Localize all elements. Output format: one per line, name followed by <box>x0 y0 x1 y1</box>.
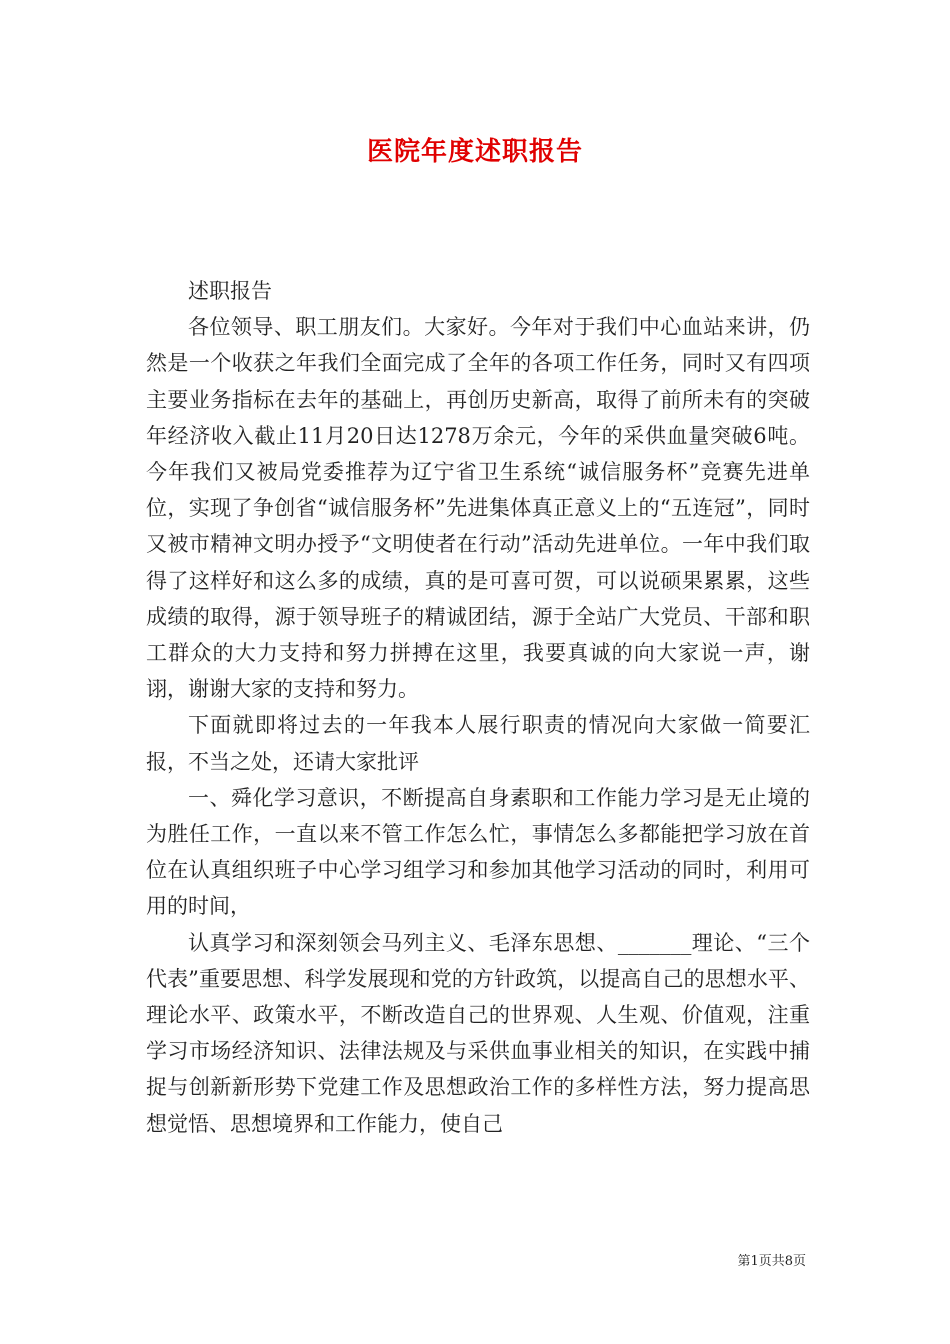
paragraph: 各位领导、职工朋友们。大家好。今年对于我们中心血站来讲，仍然是一个收获之年我们全面完成了全年的各项工作任务，同时又有四项主要业务指标在去年的基础上，再创历史新高，取得了前所未有的突破年经济收入截止11月20日达1278万余元，今年的采供血量突破6吨。今年我们又被局党委推荐为辽宁省卫生系统“诚信服务杯”竞赛先进单位，实现了争创省“诚信服务杯”先进集体真正意义上的“五连冠”，同时又被市精神文明办授予“文明使者在行动”活动先进单位。一年中我们取得了这样好和这么多的成绩，真的是可喜可贺，可以说硕果累累，这些成绩的取得，源于领导班子的精诚团结，源于全站广大党员、干部和职工群众的大力支持和努力拼搏在这里，我要真诚的向大家说一声，谢诩，谢谢大家的支持和努力。 <box>146 315 810 702</box>
document-title: 医院年度述职报告 <box>366 137 583 167</box>
document-body <box>146 273 810 1142</box>
paragraph: 下面就即将过去的一年我本人展行职责的情况向大家做一简要汇报，不当之处，还请大家批评 <box>146 713 810 774</box>
paragraph: 认真学习和深刻领会马列主义、毛泽东思想、_______理论、“三个代表”重要思想、科学发展现和党的方针政筑，以提高自己的思想水平、理论水平、政策水平，不断改造自己的世界观、人生观、价值观，注重学习市场经济知识、法律法规及与采供血事业相关的知识，在实践中捕捉与创新新形势下党建工作及思想政治工作的多样性方法，努力提高思想觉悟、思想境界和工作能力，使自己 <box>146 930 810 1136</box>
page-number: 第1页共8页 <box>737 1254 806 1269</box>
paragraph: 一、舜化学习意识，不断提高自身素职和工作能力学习是无止境的为胜任工作，一直以来不管工作怎么忙，事情怎么多都能把学习放在首位在认真组织班子中心学习组学习和参加其他学习活动的同时，利用可用的时间， <box>146 785 810 919</box>
paragraph-heading: 述职报告 <box>188 279 272 303</box>
